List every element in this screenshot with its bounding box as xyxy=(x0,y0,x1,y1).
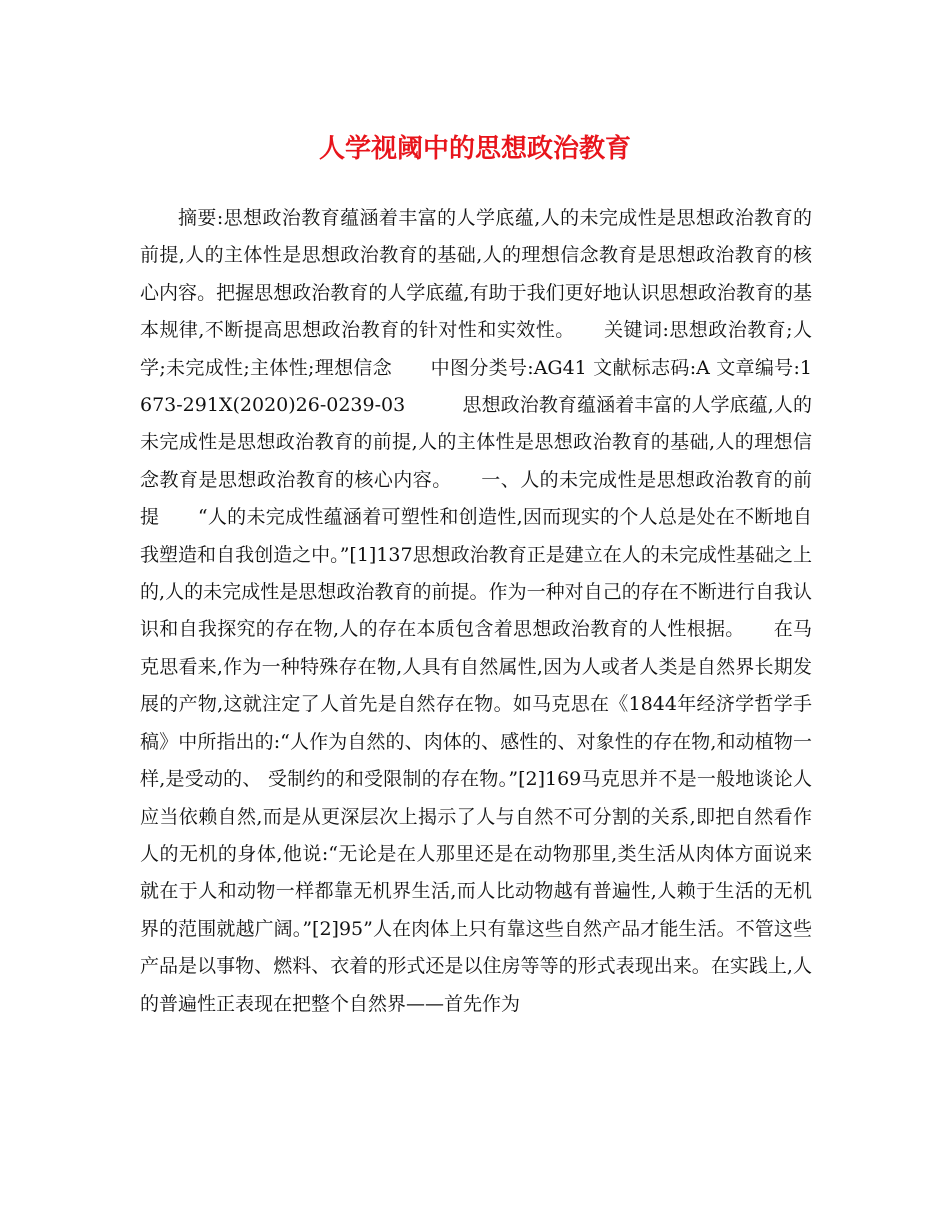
document-body: 摘要:思想政治教育蕴涵着丰富的人学底蕴,人的未完成性是思想政治教育的前提,人的主体性是思想政治教育的基础,人的理想信念教育是思想政治教育的核心内容。把握思想政治教育的人学底蕴,有助于我们更好地认识思想政治教育的基本规律,不断提高思想政治教育的针对性和实效性。 关键词:思想政治教育;人学;未完成性;主体性;理想信念 中图分类号:AG41 文献标志码:A 文章编号:1673-291X(2020)26-0239-03 思想政治教育蕴涵着丰富的人学底蕴,人的未完成性是思想政治教育的前提,人的主体性是思想政治教育的基础,人的理想信念教育是思想政治教育的核心内容。 一、人的未完成性是思想政治教育的前提 “人的未完成性蕴涵着可塑性和创造性,因而现实的个人总是处在不断地自我塑造和自我创造之中。”[1]137思想政治教育正是建立在人的未完成性基础之上的,人的未完成性是思想政治教育的前提。作为一种对自己的存在不断进行自我认识和自我探究的存在物,人的存在本质包含着思想政治教育的人性根据。 在马克思看来,作为一种特殊存在物,人具有自然属性,因为人或者人类是自然界长期发展的产物,这就注定了人首先是自然存在物。如马克思在《1844年经济学哲学手稿》中所指出的:“人作为自然的、肉体的、感性的、对象性的存在物,和动植物一样,是受动的、 受制约的和受限制的存在物。”[2]169马克思并不是一般地谈论人应当依赖自然,而是从更深层次上揭示了人与自然不可分割的关系,即把自然看作人的无机的身体,他说:“无论是在人那里还是在动物那里,类生活从肉体方面说来就在于人和动物一样都靠无机界生活,而人比动物越有普遍性,人赖于生活的无机界的范围就越广阔。”[2]95”人在肉体上只有靠这些自然产品才能生活。不管这些产品是以事物、燃料、衣着的形式还是以住房等等的形式表现出来。在实践上,人的普遍性正表现在把整个自然界——首先作为 xyxy=(140,207,812,1015)
document-title: 人学视阈中的思想政治教育 xyxy=(318,134,631,164)
